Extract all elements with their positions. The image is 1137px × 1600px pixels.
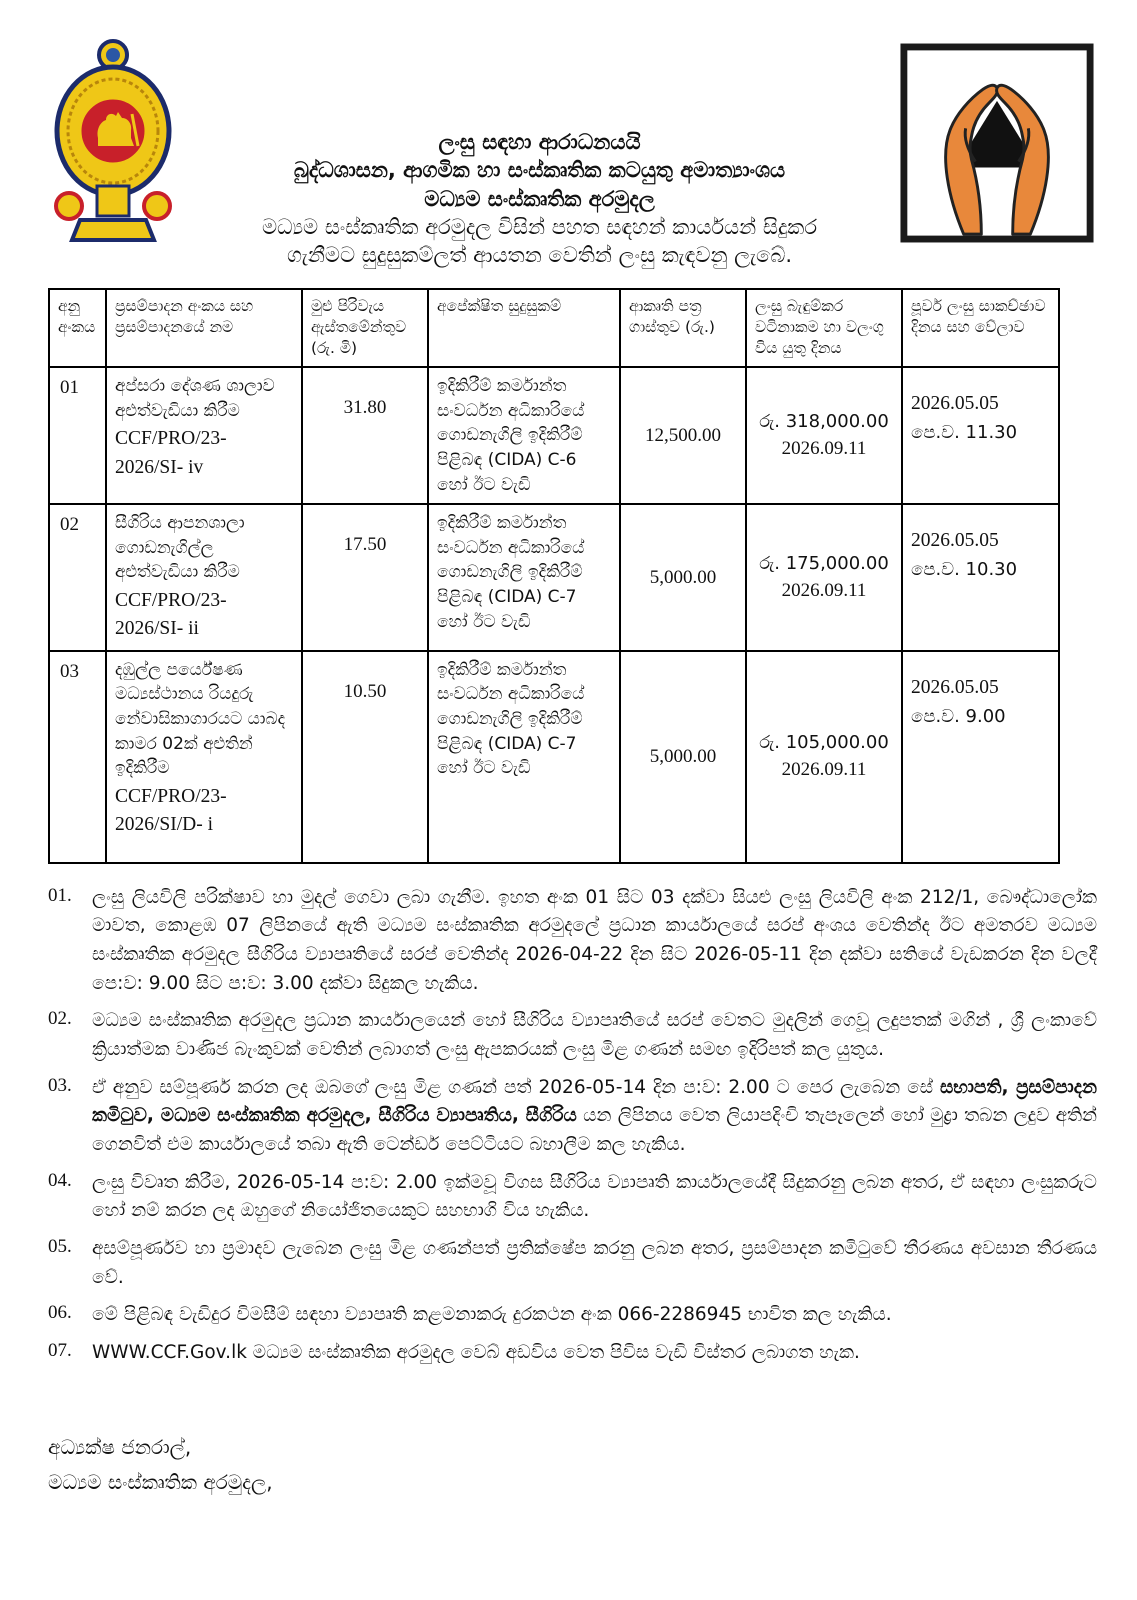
estimate-cell: 10.50 xyxy=(302,651,428,863)
note-text: ලංසු විවෘත කිරීම, 2026-05-14 ප:ව: 2.00 ඉක්මවූ විගස සීගිරිය ව්‍යාපෘති කාර්යාලයේදී සිදුකරනු ලබන අතර, ඒ සඳහා ලංසුකරුට හෝ නම් කරන ලද ඔහුගේ නියෝජිතයෙකුට සහභාගි විය හැකිය. xyxy=(92,1171,1097,1222)
procurement-cell xyxy=(106,651,302,863)
prebid-date: 2026.05.05 xyxy=(911,530,999,552)
header-text-block xyxy=(180,28,899,288)
note-04 xyxy=(48,1169,1097,1226)
bond-value: රු. 175,000.00 xyxy=(759,552,889,574)
sri-lanka-emblem-icon xyxy=(48,28,180,288)
procurement-cell xyxy=(106,504,302,650)
col-serial-no: අනු අංකය xyxy=(49,289,106,367)
signature-block xyxy=(48,1430,1097,1500)
note-text xyxy=(92,1074,1097,1160)
procurement-cell xyxy=(106,367,302,504)
ministry-name: බුද්ධශාසන, ආගමික හා සංස්කෘතික කටයුතු අමාත්‍යාංශය xyxy=(293,158,786,183)
note-number: 05. xyxy=(48,1236,72,1258)
signatory-title: අධ්‍යක්ෂ ජනරාල්, xyxy=(48,1434,192,1459)
col-form-fee: ආකෘති පත්‍ර ගාස්තුව (රු.) xyxy=(620,289,746,367)
serial-cell: 01 xyxy=(49,367,106,504)
bond-cell xyxy=(746,651,902,863)
note-text-address-bold: සභාපති, ප්‍රසම්පාදන කමිටුව, මධ්‍යම සංස්කෘතික අරමුදල, සීගිරිය ව්‍යාපෘතිය, සීගිරිය xyxy=(92,1076,1097,1127)
note-text: අසම්පූර්ණව හා ප්‍රමාදව ලැබෙන ලංසු මිළ ගණන්පත් ප්‍රතික්ෂේප කරනු ලබන අතර, ප්‍රසම්පාදන කමිටුවේ තීරණය අවසාන තීරණය වේ. xyxy=(92,1238,1097,1288)
procurement-ref: CCF/PRO/23-2026/SI- ii xyxy=(115,590,227,640)
note-text-post: යන ලිපිනය වෙත ලියාපදිංචි තැපෑලෙන් හෝ මුද්‍රා තබන ලදුව අතින් ගෙනවිත් එම කාර්යාලයේ තබා ඇති ටෙන්ඩර් පෙට්ටියට බහාලීම කල හැකිය. xyxy=(92,1105,1098,1156)
note-text-pre: ඒ අනුව සම්පූර්ණ කරන ලද ඔබගේ ලංසු මිළ ගණන් පත් 2026-05-14 දින ප:ව: 2.00 ට පෙර ලැබෙන සේ xyxy=(92,1076,940,1098)
form-fee-cell: 5,000.00 xyxy=(620,504,746,650)
note-number: 03. xyxy=(48,1074,72,1096)
estimate-cell: 31.80 xyxy=(302,367,428,504)
ccf-logo-graphic xyxy=(899,42,1095,244)
bond-value: රු. 105,000.00 xyxy=(759,731,889,753)
sri-lanka-emblem-graphic xyxy=(48,34,178,246)
bond-value: රු. 318,000.00 xyxy=(759,410,889,432)
procurement-name: සීගිරිය ආපනශාලා ගොඩනැගිල්ල අළුත්වැඩියා කිරීම xyxy=(115,513,245,583)
bond-cell xyxy=(746,504,902,650)
note-01 xyxy=(48,884,1097,999)
estimate-cell: 17.50 xyxy=(302,504,428,650)
conditions-list xyxy=(48,884,1097,1368)
ccf-hands-triangle-logo-icon xyxy=(899,28,1097,288)
note-02 xyxy=(48,1007,1097,1064)
bond-validity-date: 2026.09.11 xyxy=(781,758,867,780)
bond-validity-date: 2026.09.11 xyxy=(781,579,867,601)
procurement-name: අප්සරා දේශණ ශාලාව අළුත්වැඩියා කිරීම xyxy=(115,376,275,421)
note-07 xyxy=(48,1339,1097,1368)
notice-title: ලංසු සඳහා ආරාධනයයි xyxy=(438,130,641,154)
serial-cell: 02 xyxy=(49,504,106,650)
col-expected-qualification: අපේක්ෂිත සුදුසුකම් xyxy=(428,289,620,367)
procurement-ref: CCF/PRO/23-2026/SI- iv xyxy=(115,428,227,478)
procurement-name: දඹුල්ල පර්යේෂණ මධ්‍යස්ථානය රියදුරු නේවාසිකාගාරයට යාබද කාමර 02ක් අළුතින් ඉදිකිරීම xyxy=(115,659,286,779)
prebid-time: පෙ.ව. 9.00 xyxy=(911,705,1006,727)
prebid-time: පෙ.ව. 11.30 xyxy=(911,422,1018,444)
col-procurement-name: ප්‍රසම්පාදන අංකය සහ ප්‍රසම්පාදනයේ නම xyxy=(106,289,302,367)
procurement-ref: CCF/PRO/23-2026/SI/D- i xyxy=(115,785,227,836)
form-fee-cell: 5,000.00 xyxy=(620,651,746,863)
prebid-date: 2026.05.05 xyxy=(911,393,999,414)
table-row-02 xyxy=(49,504,1059,650)
qualification-cell: ඉදිකිරීම් කර්මාන්ත සංවර්ධන අධිකාරියේ ගොඩනැගිලි ඉදිකිරීම් පිළිබඳ (CIDA) C-7 හෝ ඊට වැඩි xyxy=(428,504,620,650)
qualification-cell: ඉදිකිරීම් කර්මාන්ත සංවර්ධන අධිකාරියේ ගොඩනැගිලි ඉදිකිරීම් පිළිබඳ (CIDA) C-7 හෝ ඊට වැඩි xyxy=(428,651,620,863)
prebid-time: පෙ.ව. 10.30 xyxy=(911,559,1018,581)
table-row-03 xyxy=(49,651,1059,863)
note-05 xyxy=(48,1235,1097,1292)
note-number: 02. xyxy=(48,1008,72,1030)
col-cost-estimate: මුළු පිරිවැය ඇස්තමේන්තුව (රු. මි) xyxy=(302,289,428,367)
note-number: 06. xyxy=(48,1302,72,1324)
table-row-01 xyxy=(49,367,1059,504)
document-header xyxy=(48,28,1097,288)
prebid-cell xyxy=(902,367,1059,504)
tender-table xyxy=(48,288,1060,864)
intro-line-2: ගැනීමට සුදුසුකම්ලත් ආයතන වෙතින් ලංසු කැඳවනු ලැබේ. xyxy=(286,243,793,268)
serial-cell: 03 xyxy=(49,651,106,863)
note-number: 04. xyxy=(48,1169,72,1191)
note-text: WWW.CCF.Gov.lk මධ්‍යම සංස්කෘතික අරමුදල වෙබ් අඩවිය වෙත පිවිස වැඩි විස්තර ලබාගත හැක. xyxy=(92,1342,860,1364)
intro-line-1: මධ්‍යම සංස්කෘතික අරමුදල විසින් පහත සඳහන් කාර්යයන් සිදුකර xyxy=(261,215,818,240)
form-fee-cell: 12,500.00 xyxy=(620,367,746,504)
note-text: මේ පිළිබඳ වැඩිදුර විමසීම් සඳහා ව්‍යාපෘති කළමනාකරු දුරකථන අංක 066-2286945 භාවිත කල හැකිය. xyxy=(92,1304,892,1326)
organization-name: මධ්‍යම සංස්කෘතික අරමුදල xyxy=(424,186,655,211)
qualification-cell: ඉදිකිරීම් කර්මාන්ත සංවර්ධන අධිකාරියේ ගොඩනැගිලි ඉදිකිරීම් පිළිබඳ (CIDA) C-6 හෝ ඊට වැඩි xyxy=(428,367,620,504)
prebid-cell xyxy=(902,651,1059,863)
signatory-organization: මධ්‍යම සංස්කෘතික අරමුදල, xyxy=(48,1469,273,1494)
bond-cell xyxy=(746,367,902,504)
note-number: 01. xyxy=(48,884,72,906)
prebid-cell xyxy=(902,504,1059,650)
note-text: මධ්‍යම සංස්කෘතික අරමුදල ප්‍රධාන කාර්යාලයෙන් හෝ සීගිරිය ව්‍යාපෘතියේ සරප් වෙතට මුදලින් ගෙවූ ලදුපතක් මගින් , ශ්‍රී ලංකාවේ ක්‍රියාත්මක වාණිජ බැංකුවක් වෙතින් ලබාගත් ලංසු ඇපකරයක් ලංසු මිළ ගණන් සමඟ ඉදිරිපත් කල යුතුය. xyxy=(92,1010,1097,1061)
prebid-date: 2026.05.05 xyxy=(911,676,999,698)
bond-validity-date: 2026.09.11 xyxy=(781,437,867,459)
note-text: ලංසු ලියවිලි පරික්ෂාව හා මුදල් ගෙවා ලබා ගැනීම. ඉහත අංක 01 සිට 03 දක්වා සියළු ලංසු ලියවිලි අංක 212/1, බෞද්ධාලෝක මාවත, කොළඹ 07 ලිපිනයේ ඇති මධ්‍යම සංස්කෘතික අරමුදලේ ප්‍රධාන කාර්යාලයේ සරප් අංශය වෙතින්ද ඊට අමතරව මධ්‍යම සංස්කෘතික අරමුදල සීගිරිය ව්‍යාපෘතියේ සරප් වෙතින්ද 2026-04-22 දින සිට 2026-05-11 දින දක්වා සතියේ වැඩකරන දින වලදී පෙ:ව: 9.00 සිට ප:ව: 3.00 දක්වා සිදුකල හැකිය. xyxy=(92,886,1097,994)
table-header-row xyxy=(49,289,1059,367)
col-bid-bond: ලංසු බැඳුම්කර වටිනාකම හා වලංගු විය යුතු දිනය xyxy=(746,289,902,367)
note-03 xyxy=(48,1074,1097,1160)
col-prebid-meeting: පූර්ව ලංසු සාකච්ඡාව දිනය සහ වේලාව xyxy=(902,289,1059,367)
note-06 xyxy=(48,1301,1097,1330)
note-number: 07. xyxy=(48,1340,72,1362)
